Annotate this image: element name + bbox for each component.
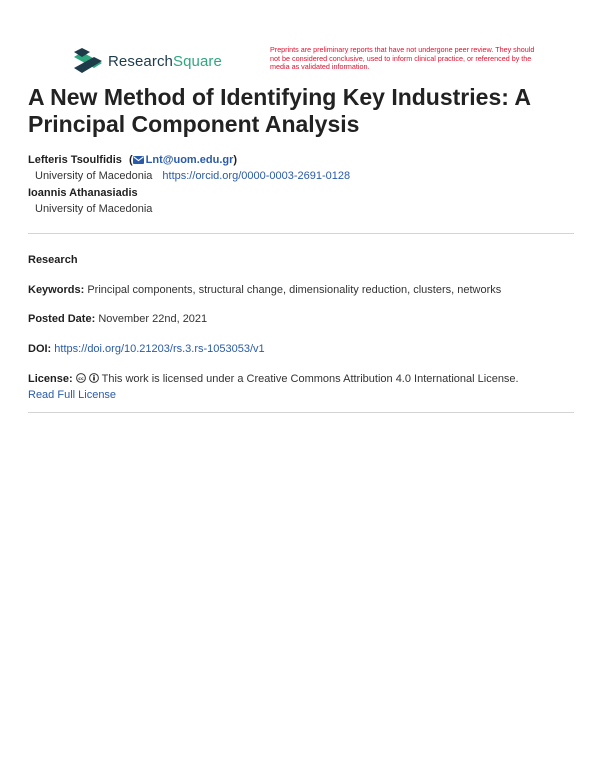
keywords-value: Principal components, structural change, dimensionality reduction, clusters, networks [87, 284, 502, 296]
author-name: Lefteris Tsoulfidis [28, 154, 122, 166]
license-text: This work is licensed under a Creative Commons Attribution 4.0 International License. [101, 373, 519, 385]
email-link[interactable]: Lnt@uom.edu.gr [133, 154, 234, 166]
preprint-disclaimer: Preprints are preliminary reports that have not undergone peer review. They should not be considered conclusive, used to inform clinical practice, or referenced by the media as validated information. [270, 45, 535, 72]
author-name: Ioannis Athanasiadis [28, 187, 138, 199]
posted-date-value: November 22nd, 2021 [98, 313, 208, 325]
affiliation: University of Macedonia [35, 170, 153, 182]
svg-text:cc: cc [77, 377, 84, 382]
divider [28, 233, 574, 234]
keywords-label: Keywords: [28, 284, 85, 296]
paren-close: ) [233, 154, 238, 166]
license-row [28, 371, 574, 403]
doi-row [28, 341, 574, 357]
envelope-icon [133, 156, 144, 164]
affiliation: University of Macedonia [35, 203, 153, 215]
header [74, 46, 534, 78]
orcid-link[interactable]: https://orcid.org/0000-0003-2691-0128 [162, 170, 351, 182]
doi-label: DOI: [28, 343, 52, 355]
research-square-logo-icon [74, 48, 102, 74]
research-square-logo[interactable] [74, 48, 222, 74]
paren-open: ( [128, 154, 133, 166]
posted-date-row [28, 311, 574, 327]
logo-text: ResearchSquare [108, 52, 222, 70]
keywords-row [28, 282, 574, 298]
creative-commons-icon [76, 373, 86, 383]
divider [28, 412, 574, 413]
author-affiliation-row [28, 201, 574, 218]
paper-title: A New Method of Identifying Key Industries: A Principal Component Analysis [28, 84, 531, 137]
section-label: Research [28, 254, 78, 266]
attribution-icon [89, 373, 99, 383]
posted-date-label: Posted Date: [28, 313, 96, 325]
author-entry [28, 185, 574, 201]
doi-link[interactable]: https://doi.org/10.21203/rs.3.rs-1053053/v1 [54, 343, 265, 355]
license-label: License: [28, 373, 73, 385]
author-entry [28, 152, 574, 168]
author-list [28, 152, 574, 218]
author-affiliation-row [28, 168, 574, 185]
read-full-license-link[interactable]: Read Full License [28, 389, 117, 401]
